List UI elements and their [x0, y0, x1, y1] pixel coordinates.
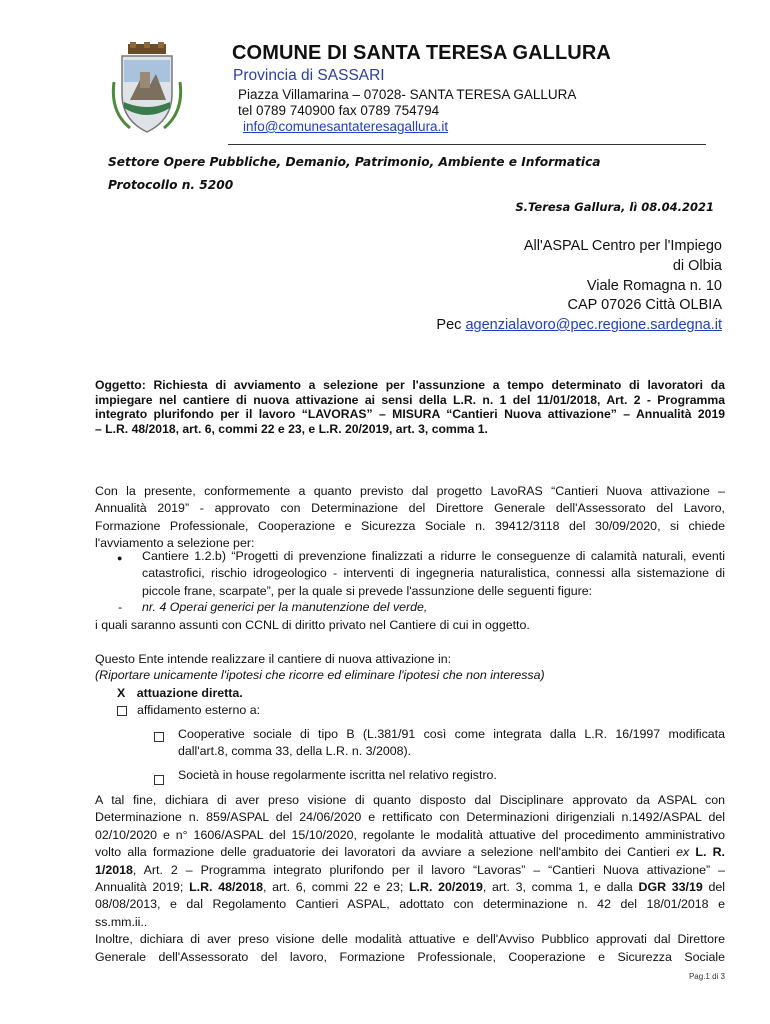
- recipient-line-3: Viale Romagna n. 10: [586, 278, 722, 294]
- recipient-line-4: CAP 07026 Città OLBIA: [567, 297, 722, 313]
- instruction-note: (Riportare unicamente l'ipotesi che ricorre ed eliminare l'ipotesi che non interessa): [95, 668, 545, 682]
- suboption-inhouse: Società in house regolarmente iscritta nel relativo registro.: [178, 768, 497, 782]
- suboption-cooperative: [178, 726, 725, 761]
- document-date: S.Teresa Gallura, lì 08.04.2021: [515, 200, 714, 214]
- province-name: Provincia di SASSARI: [233, 67, 385, 84]
- text-line: Questo Ente intende realizzare il cantiere di nuova attivazione in:: [95, 652, 452, 666]
- municipality-phone: tel 0789 740900 fax 0789 754794: [238, 103, 440, 118]
- worker-figure: nr. 4 Operai generici per la manutenzione del verde,: [142, 600, 428, 614]
- text-line: Generale dell'Assessorato del lavoro, Formazione Professionale, Cooperazione e Sicurezza Sociale: [95, 949, 725, 964]
- recipient-line-1: All'ASPAL Centro per l'Impiego: [523, 238, 722, 254]
- text-line: 02/10/2020 e n° 1606/ASPAL del 15/10/2020, regolante le modalità attuative del procedimento amministrativo: [95, 827, 725, 842]
- text-line: 08/08/2013, e dal Regolamento Cantieri ASPAL, adottato con determinazione n. 42 del 18/01/2018 e: [95, 897, 725, 912]
- bullet-marker: ●: [117, 553, 123, 563]
- subject: [95, 378, 725, 436]
- text-line: dall'art.8, comma 33, della L.R. n. 3/2008).: [178, 744, 412, 759]
- text-line: l'avviamento a selezione per:: [95, 536, 255, 551]
- header-divider: [228, 144, 706, 145]
- text-line: Determinazione n. 859/ASPAL del 24/06/2020 e rettificato con Determinazioni dirigenziali n.1492/ASPAL del: [95, 810, 725, 825]
- recipient-pec: [436, 317, 722, 333]
- protocol-number: Protocollo n. 5200: [108, 178, 234, 192]
- text-run: volto alla formazione delle graduatorie dei lavoratori da avviare a selezione nell'ambito dei Cantieri: [95, 845, 677, 860]
- option-external: [117, 703, 260, 717]
- text-line: [95, 862, 725, 879]
- text-run: 1/2018: [95, 862, 133, 877]
- subject-line: – L.R. 48/2018, art. 6, commi 22 e 23, e L.R. 20/2019, art. 3, comma 1.: [95, 421, 488, 436]
- text-run: L.R. 48/2018: [189, 880, 263, 895]
- text-line: Cantiere 1.2.b) “Progetti di prevenzione finalizzati a ridurre le conseguenze di calamità naturali, eventi: [142, 549, 725, 563]
- subject-line: impiegare nel cantiere di nuova attivazione ai sensi della L.R. n. 1 del 11/01/2018, Art. 2 - Programma: [95, 392, 725, 407]
- dash-marker: -: [118, 600, 123, 614]
- text-run: L.R. 20/2019: [408, 880, 483, 895]
- x-mark: X: [117, 686, 126, 700]
- coat-of-arms-icon: [110, 42, 184, 134]
- text-line: i quali saranno assunti con CCNL di diritto privato nel Cantiere di cui in oggetto.: [95, 618, 530, 632]
- text-line: Annualità 2019” - approvato con Determinazione del Direttore Generale dell'Assessorato del Lavoro,: [95, 501, 725, 516]
- municipality-address: Piazza Villamarina – 07028- SANTA TERESA GALLURA: [238, 87, 577, 102]
- text-run: , Art. 2 – Programma integrato plurifondo per il lavoro “Lavoras” – “Cantieri Nuova attivazione” –: [132, 862, 725, 877]
- paragraph-declaration: [95, 792, 725, 966]
- page-number: Pag.1 di 3: [688, 972, 725, 981]
- text-line: ss.mm.ii..: [95, 914, 148, 929]
- option-direct: [117, 686, 243, 700]
- recipient-line-2: di Olbia: [672, 258, 722, 274]
- checkbox-icon: [154, 728, 174, 746]
- text-line: piccole frane, scarpate”, per la quale si prevede l'assunzione delle seguenti figure:: [142, 583, 593, 598]
- text-line: [95, 879, 725, 896]
- municipality-email[interactable]: [243, 119, 448, 134]
- text-line: [95, 844, 725, 861]
- subject-line: Oggetto: Richiesta di avviamento a selezione per l'assunzione a tempo determinato di lavoratori da: [95, 378, 725, 392]
- checkbox-icon: [154, 771, 174, 789]
- paragraph-request: [95, 483, 725, 553]
- pec-label: Pec: [436, 317, 462, 333]
- text-run: del: [702, 880, 726, 895]
- text-run: , art. 6, commi 22 e 23;: [263, 880, 409, 895]
- text-run: Annualità 2019;: [95, 880, 190, 895]
- text-line: Formazione Professionale, Cooperazione e Sicurezza Sociale n. 39412/3118 del 30/09/2020, si chiede: [95, 518, 725, 533]
- text-line: Cooperative sociale di tipo B (L.381/91 così come integrata dalla L.R. 16/1997 modificata: [178, 727, 725, 741]
- option-label: affidamento esterno a:: [137, 703, 261, 717]
- text-run: DGR 33/19: [638, 880, 703, 895]
- text-line: A tal fine, dichiara di aver preso visione di quanto disposto dal Disciplinare approvato da ASPAL con: [95, 793, 725, 807]
- text-line: Con la presente, conformemente a quanto previsto dal progetto LavoRAS “Cantieri Nuova attivazione –: [95, 484, 725, 498]
- sector-name: Settore Opere Pubbliche, Demanio, Patrimonio, Ambiente e Informatica: [108, 155, 601, 169]
- text-run: , art. 3, comma 1, e dalla: [482, 880, 639, 895]
- checkbox-icon: [117, 706, 127, 716]
- text-line: catastrofici, rischio idrogeologico - interventi di ingegneria naturalistica, connessi alla sistemazione di: [142, 566, 725, 581]
- text-line: Inoltre, dichiara di aver preso visione delle modalità attuative e dell'Avviso Pubblico approvati dal Direttore: [95, 932, 725, 947]
- text-run: ex: [676, 845, 690, 860]
- option-label: attuazione diretta.: [136, 686, 243, 700]
- subject-line: integrato plurifondo per il lavoro “LAVORAS” – MISURA “Cantieri Nuova attivazione” – Annualità 2019: [95, 407, 725, 421]
- municipality-title: COMUNE DI SANTA TERESA GALLURA: [232, 42, 611, 64]
- pec-email-link[interactable]: agenzialavoro@pec.regione.sardegna.it: [465, 317, 722, 333]
- email-link[interactable]: info@comunesantateresagallura.it: [243, 119, 449, 134]
- text-run: L. R.: [689, 845, 725, 860]
- bullet-item: [142, 548, 725, 600]
